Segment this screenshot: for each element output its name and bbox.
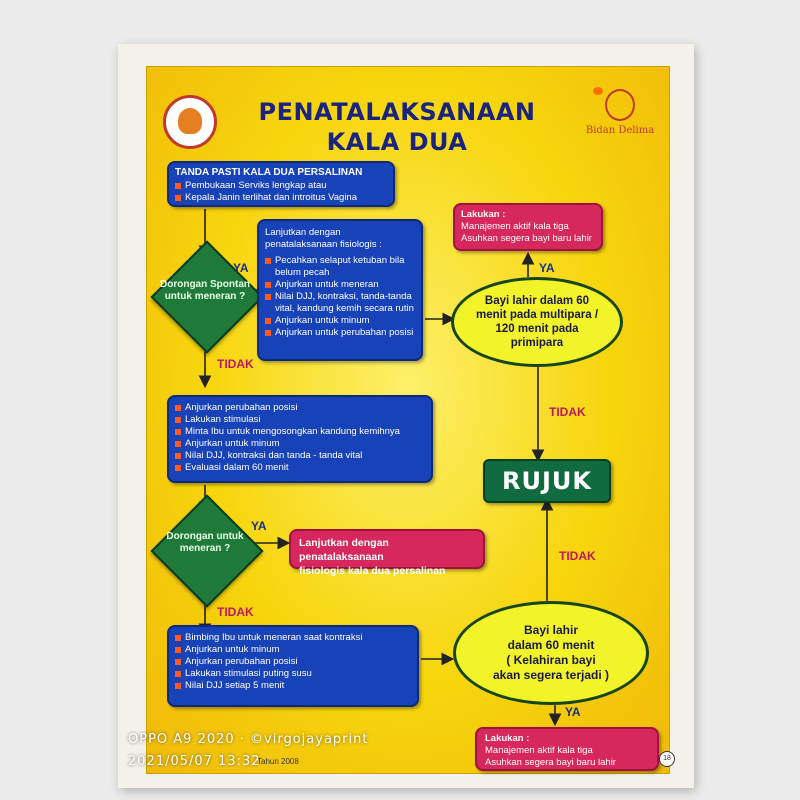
list-item: Kepala Janin terlihat dan introitus Vagina xyxy=(175,192,387,204)
bullet-icon xyxy=(175,465,181,471)
rujuk-box: RUJUK xyxy=(483,459,611,503)
bullet-icon xyxy=(175,405,181,411)
bullet-icon xyxy=(265,282,271,288)
list-item: Anjurkan untuk perubahan posisi xyxy=(265,327,415,339)
label-ya-2: YA xyxy=(539,261,555,275)
bullet-icon xyxy=(175,453,181,459)
bullet-icon xyxy=(175,671,181,677)
bullet-icon xyxy=(265,294,271,300)
bullet-icon xyxy=(175,429,181,435)
list-item: Anjurkan untuk minum xyxy=(265,315,415,327)
list-item: Anjurkan untuk minum xyxy=(175,644,411,656)
bullet-icon xyxy=(265,318,271,324)
label-tidak-3: TIDAK xyxy=(217,605,254,619)
bullet-icon xyxy=(175,635,181,641)
box-tanda-title: TANDA PASTI KALA DUA PERSALINAN xyxy=(175,167,363,178)
list-item: Nilai DJJ setiap 5 menit xyxy=(175,680,411,692)
list-item: Anjurkan untuk meneran xyxy=(265,279,415,291)
page-number-badge: 18 xyxy=(659,751,675,767)
label-tidak-1: TIDAK xyxy=(217,357,254,371)
camera-timestamp: 2021/05/07 13:32 xyxy=(128,754,261,769)
bullet-icon xyxy=(175,417,181,423)
lakukan-item: Manajemen aktif kala tiga xyxy=(461,221,569,232)
label-tidak-2: TIDAK xyxy=(549,405,586,419)
bullet-icon xyxy=(175,647,181,653)
label-tidak-4: TIDAK xyxy=(559,549,596,563)
list-item: Minta Ibu untuk mengosongkan kandung kemihnya xyxy=(175,426,425,438)
box-lanjutkan-fisiologis: Lanjutkan dengan penatalaksanaan fisiologis kala dua persalinan xyxy=(289,529,485,569)
lakukan-item: Asuhkan segera bayi baru lahir xyxy=(461,233,592,244)
list-item: Evaluasi dalam 60 menit xyxy=(175,462,425,474)
list-item: Anjurkan perubahan posisi xyxy=(175,656,411,668)
bullet-icon xyxy=(175,659,181,665)
bullet-icon xyxy=(175,183,181,189)
bullet-icon xyxy=(175,195,181,201)
oval-bayi-lahir-2: Bayi lahir dalam 60 menit ( Kelahiran bayi akan segera terjadi ) xyxy=(453,601,649,705)
list-item: Lakukan stimulasi xyxy=(175,414,425,426)
box-fisiologis-title: Lanjutkan dengan penatalaksanaan fisiologis : xyxy=(265,227,382,250)
lakukan-title: Lakukan : xyxy=(485,733,530,744)
list-item: Anjurkan untuk minum xyxy=(175,438,425,450)
bullet-icon xyxy=(175,441,181,447)
list-item: Pembukaan Serviks lengkap atau xyxy=(175,180,387,192)
box-lakukan-top xyxy=(453,203,603,251)
list-item: Nilai DJJ, kontraksi, tanda-tanda vital, kandung kemih secara rutin xyxy=(265,291,415,315)
title-line-2: KALA DUA xyxy=(326,128,468,156)
decision-2-text: Dorongan untuk meneran ? xyxy=(166,531,244,554)
box-bimbing xyxy=(167,625,419,707)
box-stimulasi xyxy=(167,395,433,483)
list-item: Lakukan stimulasi puting susu xyxy=(175,668,411,680)
decision-1-text: Dorongan Spontan untuk meneran ? xyxy=(160,279,250,302)
title-line-1: PENATALAKSANAAN xyxy=(258,98,536,126)
bullet-icon xyxy=(265,330,271,336)
lakukan-title: Lakukan : xyxy=(461,209,506,220)
lakukan-item: Manajemen aktif kala tiga xyxy=(485,745,593,756)
label-ya-1: YA xyxy=(233,261,249,275)
label-ya-3: YA xyxy=(251,519,267,533)
footer-year: Tahun 2008 xyxy=(257,757,299,766)
list-item: Pecahkan selaput ketuban bila belum pecah xyxy=(265,255,415,279)
camera-watermark: OPPO A9 2020 · ©virgojayaprint xyxy=(128,732,369,747)
poster-yellow-panel xyxy=(146,66,670,774)
oval-bayi-lahir-1: Bayi lahir dalam 60 menit pada multipara / 120 menit pada primipara xyxy=(451,277,623,367)
poster-sheet xyxy=(118,44,694,788)
list-item: Anjurkan perubahan posisi xyxy=(175,402,425,414)
bullet-icon xyxy=(175,683,181,689)
list-item: Bimbing Ibu untuk meneran saat kontraksi xyxy=(175,632,411,644)
box-lakukan-bottom xyxy=(475,727,659,771)
brand-name: Bidan Delima xyxy=(585,125,655,136)
bullet-icon xyxy=(265,258,271,264)
box-tanda-pasti xyxy=(167,161,395,207)
list-item: Nilai DJJ, kontraksi dan tanda - tanda vital xyxy=(175,450,425,462)
box-fisiologis xyxy=(257,219,423,361)
lakukan-item: Asuhkan segera bayi baru lahir xyxy=(485,757,616,768)
label-ya-4: YA xyxy=(565,705,581,719)
